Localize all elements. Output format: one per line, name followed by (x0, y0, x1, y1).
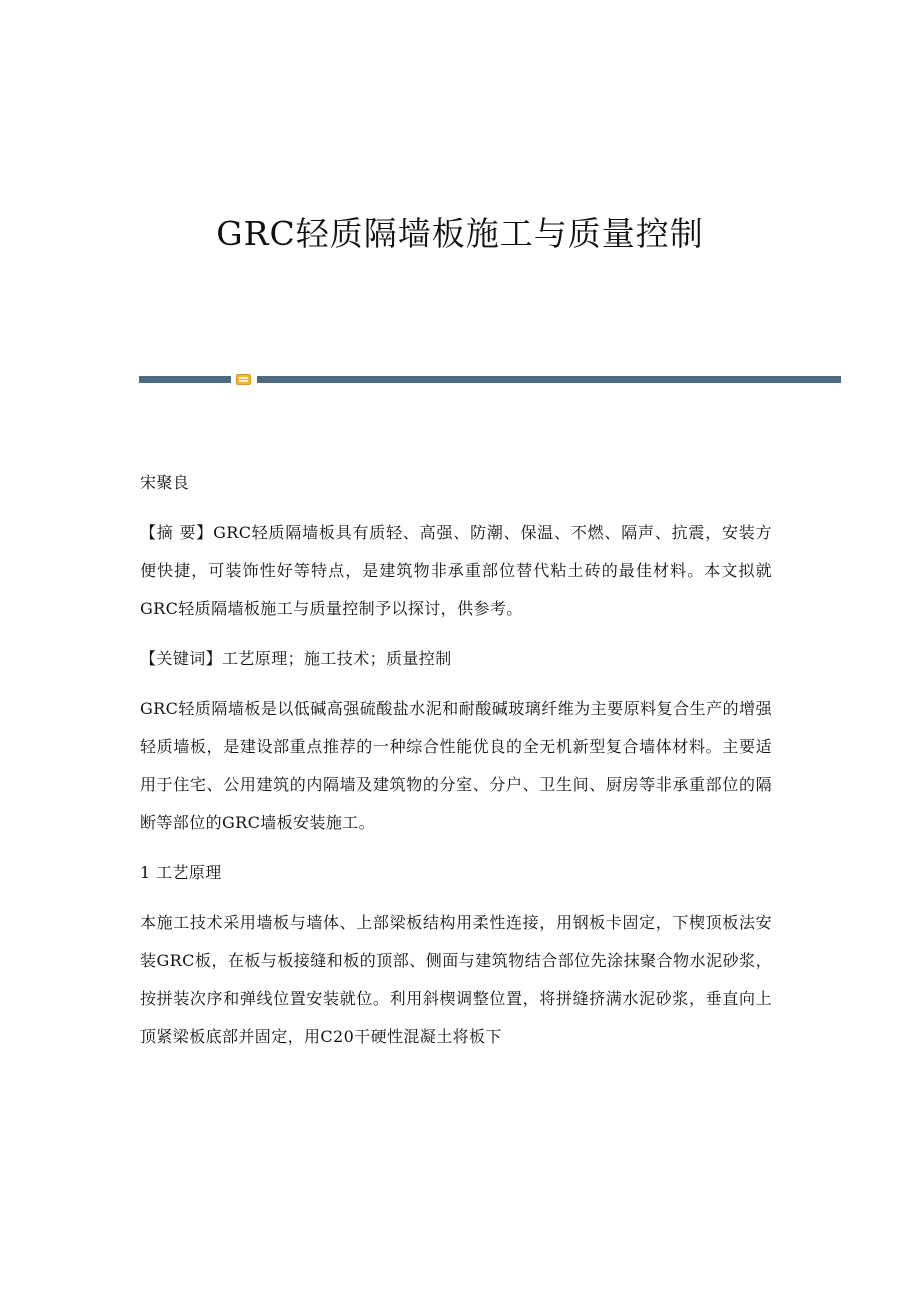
keywords-line: 【关键词】工艺原理；施工技术；质量控制 (140, 649, 452, 668)
divider-bar-right (257, 376, 841, 383)
intro-paragraph: GRC轻质隔墙板是以低碱高强硫酸盐水泥和耐酸碱玻璃纤维为主要原料复合生产的增强轻质墙板，是建设部重点推荐的一种综合性能优良的全无机新型复合墙体材料。主要适用于住宅、公用建筑的内隔墙及建筑物的分室、分户、卫生间、厨房等非承重部位的隔断等部位的GRC墙板安装施工。 (140, 699, 772, 832)
section-paragraph: 本施工技术采用墙板与墙体、上部梁板结构用柔性连接，用钢板卡固定，下楔顶板法安装GRC板，在板与板接缝和板的顶部、侧面与建筑物结合部位先涂抹聚合物水泥砂浆，按拼装次序和弹线位置安装就位。利用斜楔调整位置，将拼缝挤满水泥砂浆，垂直向上顶紧梁板底部并固定，用C20干硬性混凝土将板下 (140, 913, 772, 1046)
document-body (140, 464, 772, 1056)
divider-bar-left (139, 376, 231, 383)
title-divider (139, 372, 841, 386)
author-name: 宋聚良 (140, 473, 190, 492)
section-heading: 1 工艺原理 (140, 863, 222, 882)
page-title: GRC轻质隔墙板施工与质量控制 (216, 214, 704, 253)
abstract-paragraph: 【摘 要】GRC轻质隔墙板具有质轻、高强、防潮、保温、不燃、隔声、抗震，安装方便快捷，可装饰性好等特点，是建筑物非承重部位替代粘土砖的最佳材料。本文拟就GRC轻质隔墙板施工与质量控制予以探讨，供参考。 (140, 523, 772, 618)
decorative-ornament-icon (236, 374, 251, 385)
